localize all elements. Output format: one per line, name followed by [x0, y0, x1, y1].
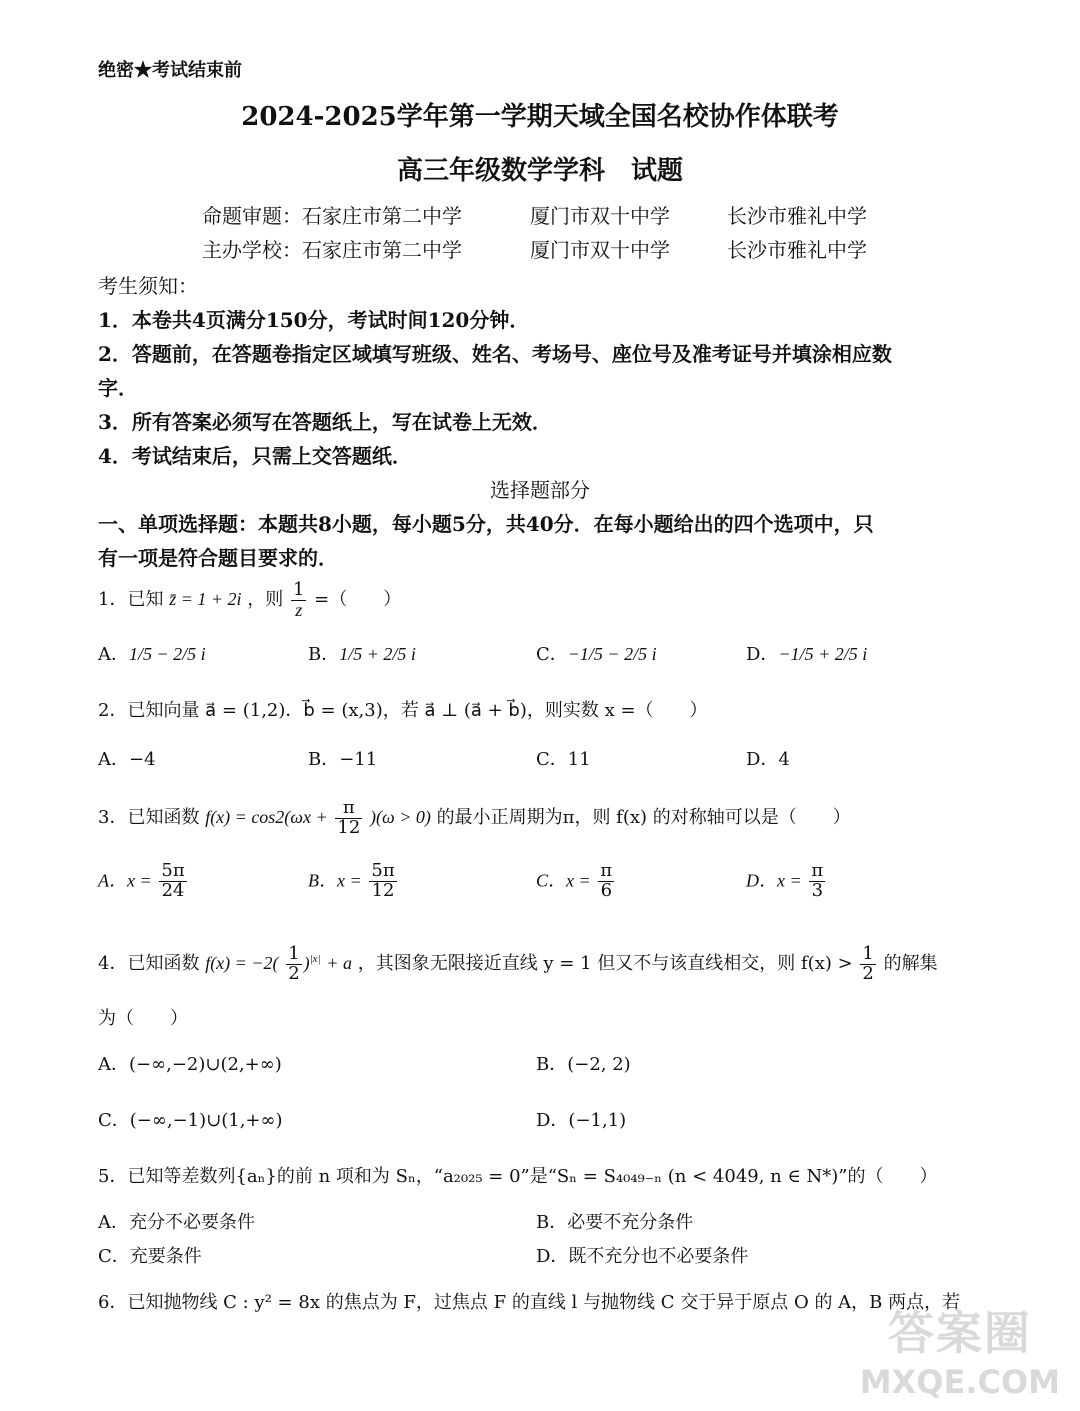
q4-paren: )	[303, 953, 310, 973]
q3-c-label: C．x =	[536, 870, 591, 891]
q5-option-b[interactable]: B．必要不充分条件	[536, 1212, 694, 1233]
q1-option-b-label: B．	[308, 644, 340, 665]
q3-frac-den: 12	[337, 816, 361, 838]
q4-exponent: |x|	[309, 953, 321, 965]
proposer-school-3: 长沙市雅礼中学	[727, 204, 867, 228]
secret-label: 绝密★考试结束前	[98, 60, 242, 81]
notice-item-3: 3．所有答案必须写在答题纸上，写在试卷上无效．	[98, 410, 552, 434]
q3-prefix: 3．已知函数	[98, 807, 200, 828]
exam-title: 2024-2025学年第一学期天域全国名校协作体联考	[241, 102, 839, 132]
watermark	[860, 1297, 1060, 1401]
q1-option-b-value: 1/5 + 2/5 i	[339, 644, 416, 664]
q1-option-c-label: C．	[536, 644, 568, 665]
q3-d-den: 3	[811, 879, 824, 901]
section-title: 选择题部分	[490, 478, 590, 502]
question-6: 6．已知抛物线 C : y² = 8x 的焦点为 F，过焦点 F 的直线 l 与抛物线 C 交于异于原点 O 的 A，B 两点，若	[98, 1292, 961, 1313]
q3-d-label: D．x =	[746, 870, 802, 891]
notice-item-2: 2．答题前，在答题卷指定区域填写班级、姓名、考场号、座位号及准考证号并填涂相应数	[98, 342, 892, 366]
q3-b-label: B．x =	[308, 870, 362, 891]
exam-subtitle: 高三年级数学学科 试题	[396, 156, 683, 186]
q4-option-d[interactable]: D．(−1,1)	[536, 1110, 627, 1131]
question-1	[98, 574, 401, 625]
q3-a-num: 5π	[161, 860, 185, 881]
q1-mid: ，则	[247, 589, 284, 610]
question-5: 5．已知等差数列{aₙ}的前 n 项和为 Sₙ，“a₂₀₂₅ = 0”是“Sₙ = S₄₀₄₉₋ₙ (n < 4049, n ∈ N*)”的（ ）	[98, 1166, 938, 1187]
q1-option-c-value: −1/5 − 2/5 i	[567, 644, 657, 664]
q4-half	[860, 942, 875, 984]
q1-option-a[interactable]	[98, 640, 206, 666]
q1-prefix: 1．已知	[98, 589, 164, 610]
hosts-line: 主办学校：石家庄市第二中学	[202, 238, 462, 262]
q3-close: )(ω > 0)	[370, 807, 431, 827]
q3-b-den: 12	[371, 879, 395, 901]
q1-frac-num: 1	[292, 578, 305, 600]
q1-equation: z̄ = 1 + 2i	[169, 589, 242, 609]
proposers-line: 命题审题：石家庄市第二中学	[202, 204, 462, 228]
proposer-school-2: 厦门市双十中学	[530, 204, 670, 228]
q1-option-c[interactable]	[536, 640, 657, 666]
q1-option-a-value: 1/5 − 2/5 i	[129, 644, 206, 664]
q3-c-frac	[598, 862, 614, 901]
q3-fraction	[335, 796, 362, 838]
q4-mid: ，其图象无限接近直线 y = 1 但又不与该直线相交，则 f(x) >	[357, 953, 853, 974]
q3-option-b[interactable]	[308, 862, 399, 901]
q3-b-num: 5π	[371, 860, 395, 881]
q3-frac-num: π	[335, 799, 362, 819]
q3-a-den: 24	[161, 879, 185, 901]
notice-item-2-cont: 字．	[98, 376, 138, 400]
q3-b-frac	[369, 862, 396, 901]
q3-option-a[interactable]	[98, 862, 189, 901]
q3-a-label: A．x =	[98, 870, 152, 891]
q1-frac-den: z	[295, 599, 303, 620]
q3-c-den: 6	[600, 879, 613, 901]
q3-option-d[interactable]	[746, 862, 827, 901]
q4-option-a[interactable]: A．(−∞,−2)∪(2,+∞)	[98, 1054, 282, 1075]
q4-base-num: 1	[288, 942, 300, 964]
q1-option-b[interactable]	[308, 640, 416, 666]
q4-base-den: 2	[288, 962, 300, 984]
host-school-2: 厦门市双十中学	[530, 238, 670, 262]
q2-option-b[interactable]: B．−11	[308, 749, 378, 770]
q4-prefix: 4．已知函数	[98, 953, 200, 974]
q5-option-d[interactable]: D．既不充分也不必要条件	[536, 1246, 749, 1267]
q4-base-frac	[286, 942, 301, 984]
q3-option-c[interactable]	[536, 862, 616, 901]
q4-function: f(x) = −2(	[205, 953, 279, 973]
q5-option-a[interactable]: A．充分不必要条件	[98, 1212, 255, 1233]
q5-option-c[interactable]: C．充要条件	[98, 1246, 202, 1267]
q1-option-a-label: A．	[98, 644, 129, 665]
q2-option-d[interactable]: D．4	[746, 749, 790, 770]
question-2: 2．已知向量 a⃗ = (1,2)．b⃗ = (x,3)，若 a⃗ ⊥ (a⃗ + b⃗)，则实数 x =（ ）	[98, 700, 708, 721]
q4-plus-a: + a	[326, 953, 352, 973]
question-3	[98, 792, 851, 843]
notice-item-1: 1．本卷共4页满分150分，考试时间120分钟．	[98, 308, 530, 332]
q1-suffix: =（ ）	[314, 589, 402, 610]
q1-option-d-value: −1/5 + 2/5 i	[778, 644, 868, 664]
q2-option-a[interactable]: A．−4	[98, 749, 156, 770]
q3-a-frac	[159, 862, 186, 901]
q4-half-num: 1	[862, 942, 874, 964]
watermark-line-2: MXQE.COM	[859, 1363, 1060, 1401]
q3-suffix: 的最小正周期为π，则 f(x) 的对称轴可以是（ ）	[436, 807, 851, 828]
section-instruction-1: 一、单项选择题：本题共8小题，每小题5分，共40分．在每小题给出的四个选项中，只	[98, 512, 874, 536]
notice-heading: 考生须知：	[98, 274, 198, 298]
q1-fraction	[291, 578, 306, 620]
q4-option-c[interactable]: C．(−∞,−1)∪(1,+∞)	[98, 1110, 283, 1131]
question-4	[98, 934, 938, 989]
q2-option-c[interactable]: C．11	[536, 749, 591, 770]
q3-c-num: π	[600, 860, 613, 881]
notice-item-4: 4．考试结束后，只需上交答题纸．	[98, 444, 412, 468]
q1-option-d-label: D．	[746, 644, 779, 665]
q4-option-b[interactable]: B．(−2, 2)	[536, 1054, 631, 1075]
q1-option-d[interactable]	[746, 640, 867, 666]
q3-function: f(x) = cos2(ωx +	[205, 807, 328, 827]
q3-d-num: π	[811, 860, 824, 881]
section-instruction-2: 有一项是符合题目要求的．	[98, 546, 338, 570]
q4-suffix: 的解集	[883, 953, 938, 974]
q3-d-frac	[809, 862, 825, 901]
watermark-line-1: 答案圈	[887, 1306, 1032, 1360]
host-school-3: 长沙市雅礼中学	[727, 238, 867, 262]
q4-line-2: 为（ ）	[98, 1008, 188, 1029]
q4-half-den: 2	[862, 962, 874, 984]
